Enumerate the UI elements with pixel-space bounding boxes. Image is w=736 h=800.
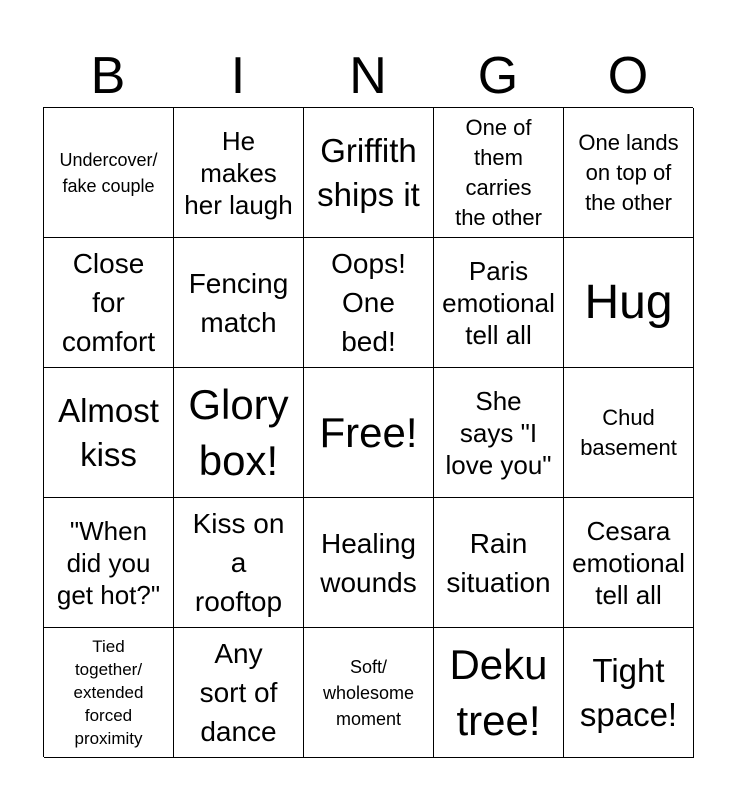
- bingo-cell-r5c5[interactable]: [564, 628, 694, 758]
- cell-text: Close for comfort: [61, 248, 156, 357]
- cell-text: Griffith ships it: [317, 131, 420, 213]
- cell-text: Chud basement: [580, 404, 677, 460]
- bingo-cell-r1c1[interactable]: [44, 108, 174, 238]
- cell-text: Deku tree!: [449, 640, 548, 744]
- bingo-grid: [43, 107, 693, 757]
- bingo-cell-r4c1[interactable]: [44, 498, 174, 628]
- bingo-cell-r1c2[interactable]: [174, 108, 304, 238]
- cell-text: Tied together/ extended forced proximity: [73, 637, 144, 748]
- cell-text: Oops! One bed!: [331, 248, 406, 357]
- bingo-cell-r2c4[interactable]: [434, 238, 564, 368]
- bingo-cell-r3c4[interactable]: [434, 368, 564, 498]
- cell-text: Rain situation: [446, 527, 551, 598]
- bingo-cell-free[interactable]: [304, 368, 434, 498]
- header-letter-n: N: [349, 47, 387, 105]
- bingo-cell-r5c3[interactable]: [304, 628, 434, 758]
- header-letter-o: O: [607, 47, 649, 105]
- cell-text: Paris emotional tell all: [442, 255, 555, 350]
- bingo-cell-r2c2[interactable]: [174, 238, 304, 368]
- cell-text: Cesara emotional tell all: [572, 515, 685, 610]
- header-letter-i: I: [230, 47, 246, 105]
- cell-text: Kiss on a rooftop: [192, 508, 285, 617]
- cell-text: Glory box!: [188, 380, 289, 484]
- cell-text: Hug: [584, 275, 673, 329]
- bingo-cell-r5c1[interactable]: [44, 628, 174, 758]
- bingo-cell-r5c4[interactable]: [434, 628, 564, 758]
- cell-text: Almost kiss: [58, 391, 159, 473]
- cell-text: Fencing match: [188, 267, 289, 338]
- bingo-cell-r4c2[interactable]: [174, 498, 304, 628]
- bingo-cell-r1c5[interactable]: [564, 108, 694, 238]
- cell-text: Healing wounds: [320, 527, 417, 598]
- cell-text: Free!: [319, 408, 418, 456]
- bingo-header: [43, 48, 693, 104]
- header-letter-b: B: [90, 47, 126, 105]
- cell-text: She says "I love you": [445, 385, 552, 480]
- bingo-cell-r4c4[interactable]: [434, 498, 564, 628]
- cell-text: One lands on top of the other: [578, 129, 679, 215]
- bingo-cell-r1c4[interactable]: [434, 108, 564, 238]
- bingo-cell-r3c2[interactable]: [174, 368, 304, 498]
- bingo-cell-r3c5[interactable]: [564, 368, 694, 498]
- cell-text: "When did you get hot?": [56, 515, 161, 610]
- header-letter-g: G: [477, 47, 519, 105]
- bingo-cell-r4c5[interactable]: [564, 498, 694, 628]
- bingo-cell-r2c1[interactable]: [44, 238, 174, 368]
- bingo-cell-r3c1[interactable]: [44, 368, 174, 498]
- cell-text: Any sort of dance: [199, 638, 278, 747]
- bingo-cell-r2c3[interactable]: [304, 238, 434, 368]
- bingo-cell-r4c3[interactable]: [304, 498, 434, 628]
- cell-text: He makes her laugh: [184, 125, 293, 220]
- bingo-cell-r1c3[interactable]: [304, 108, 434, 238]
- cell-text: Tight space!: [579, 651, 678, 733]
- cell-text: One of them carries the other: [455, 114, 542, 230]
- bingo-cell-r2c5[interactable]: [564, 238, 694, 368]
- cell-text: Soft/ wholesome moment: [322, 656, 415, 729]
- cell-text: Undercover/ fake couple: [59, 149, 158, 196]
- bingo-cell-r5c2[interactable]: [174, 628, 304, 758]
